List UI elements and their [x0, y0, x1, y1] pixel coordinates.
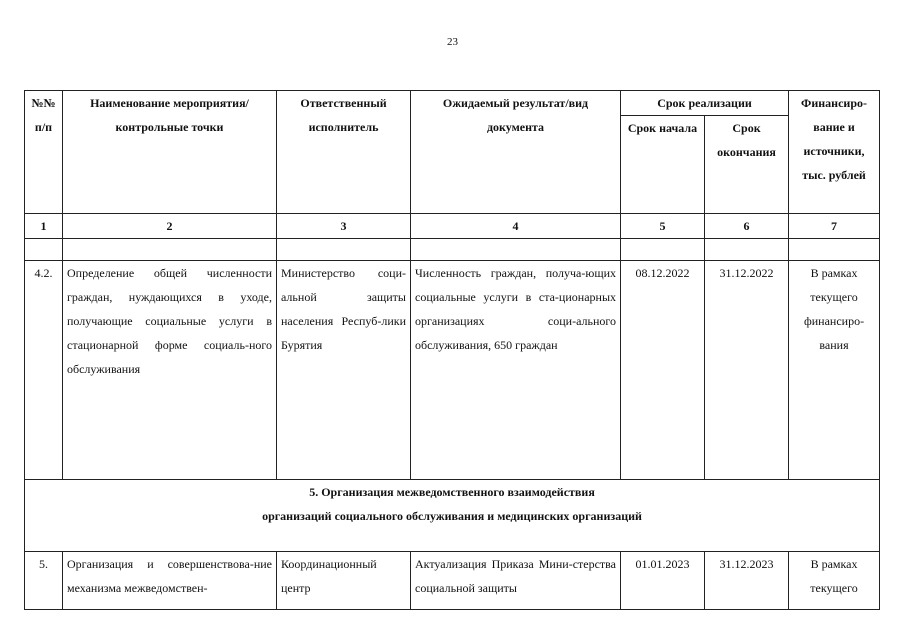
section-title	[25, 480, 880, 552]
empty-cell	[63, 239, 277, 261]
expected-result: Численность граждан, получа-ющих социальные услуги в ста-ционарных организациях соци-ального обслуживания, 650 граждан	[411, 261, 621, 480]
header-event-name: Наименование мероприятия/ контрольные точки	[63, 91, 277, 214]
action-plan-table	[24, 90, 880, 610]
event-name: Организация и совершенствова-ние механизма межведомствен-	[63, 552, 277, 610]
financing: В рамках текущего финансиро-вания	[789, 261, 880, 480]
header-expected-result: Ожидаемый результат/вид документа	[411, 91, 621, 214]
start-date: 08.12.2022	[621, 261, 705, 480]
end-date: 31.12.2022	[705, 261, 789, 480]
empty-cell	[789, 239, 880, 261]
header-start-date: Срок начала	[621, 116, 705, 214]
expected-result: Актуализация Приказа Мини-стерства социальной защиты	[411, 552, 621, 610]
empty-cell	[411, 239, 621, 261]
empty-cell	[621, 239, 705, 261]
section-row	[25, 480, 880, 552]
header-responsible: Ответственный исполнитель	[277, 91, 411, 214]
row-number: 4.2.	[25, 261, 63, 480]
responsible-party: Министерство соци-альной защиты населения Респуб-лики Бурятия	[277, 261, 411, 480]
column-number: 4	[411, 214, 621, 239]
column-number: 2	[63, 214, 277, 239]
row-number: 5.	[25, 552, 63, 610]
column-number: 1	[25, 214, 63, 239]
column-number: 3	[277, 214, 411, 239]
header-number: №№ п/п	[25, 91, 63, 214]
column-number: 5	[621, 214, 705, 239]
empty-row	[25, 239, 880, 261]
empty-cell	[705, 239, 789, 261]
header-end-date: Срок окончания	[705, 116, 789, 214]
section-title-line-1: 5. Организация межведомственного взаимодействия	[309, 485, 595, 499]
event-name: Определение общей численности граждан, нуждающихся в уходе, получающие социальные услуги в стационарной форме социаль-ного обслуживания	[63, 261, 277, 480]
page-number: 23	[447, 36, 458, 48]
empty-cell	[25, 239, 63, 261]
header-financing: Финансиро-вание и источники, тыс. рублей	[789, 91, 880, 214]
financing: В рамках текущего	[789, 552, 880, 610]
table-row	[25, 261, 880, 480]
header-period: Срок реализации	[621, 91, 789, 116]
column-number-row	[25, 214, 880, 239]
empty-cell	[277, 239, 411, 261]
table-row	[25, 552, 880, 610]
column-number: 6	[705, 214, 789, 239]
column-number: 7	[789, 214, 880, 239]
section-title-line-2: организаций социального обслуживания и медицинских организаций	[262, 509, 642, 523]
header-row-1	[25, 91, 880, 116]
start-date: 01.01.2023	[621, 552, 705, 610]
responsible-party: Координационный центр	[277, 552, 411, 610]
end-date: 31.12.2023	[705, 552, 789, 610]
